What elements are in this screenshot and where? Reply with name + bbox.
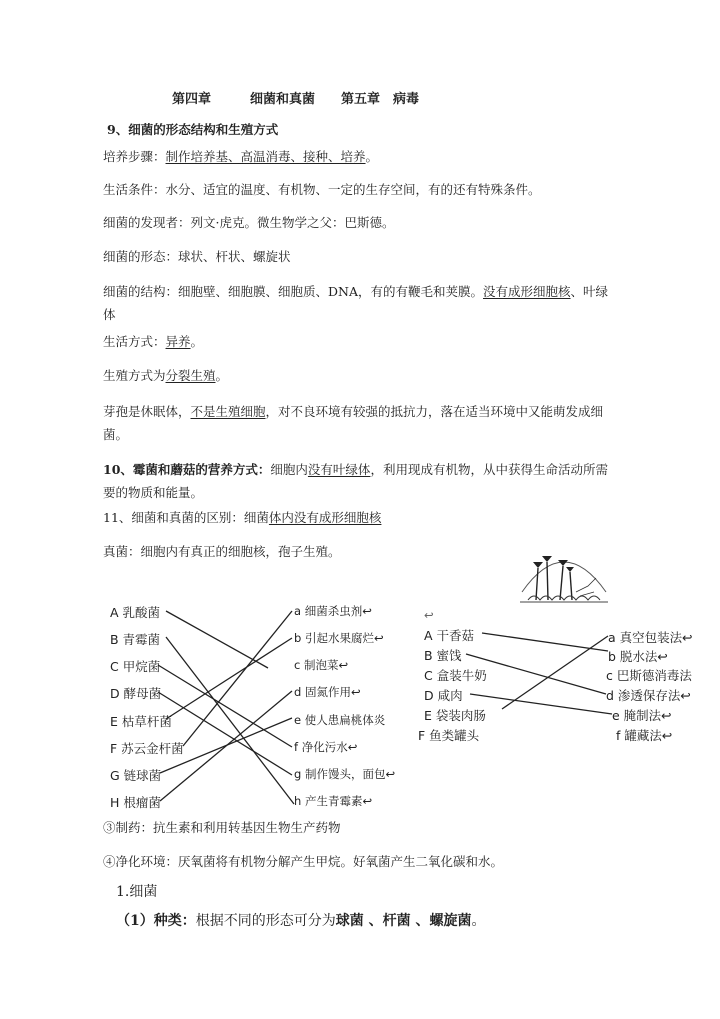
preserve-item-e: e 腌制法↩	[612, 708, 672, 723]
section-10-line2: 要的物质和能量。	[103, 485, 204, 500]
section-11-text: 11、细菌和真菌的区别：细菌	[103, 510, 269, 525]
section-10-heading: 10、霉菌和蘑菇的营养方式：	[103, 462, 271, 477]
spore-line2: 菌。	[103, 427, 129, 442]
culture-steps-value: 制作培养基、高温消毒、接种、培养	[165, 149, 366, 164]
match-line-E-a	[502, 636, 608, 709]
bacteria-item-b: B 青霉菌	[110, 632, 161, 647]
bacteria-shapes-line: 细菌的形态：球状、杆状、螺旋状	[103, 249, 291, 264]
pharma-line: ③制药：抗生素和利用转基因生物生产药物	[103, 820, 341, 835]
kinds-label: （1）种类：	[116, 913, 196, 929]
fungi-line: 真菌：细胞内有真正的细胞核，孢子生殖。	[103, 544, 341, 559]
bacteria-kinds-line	[116, 911, 486, 931]
match-line-C-f	[158, 665, 292, 747]
kind-1: 球菌	[335, 913, 364, 929]
kind-sep-1: 、	[363, 913, 383, 929]
bacteria-item-e: E 枯草杆菌	[110, 714, 172, 729]
bacteria-item-a: A 乳酸菌	[110, 605, 161, 620]
preserve-item-a: a 真空包装法↩	[608, 630, 693, 645]
discoverer-line: 细菌的发现者：列文·虎克。微生物学之父：巴斯德。	[103, 215, 395, 230]
use-item-h: h 产生青霉素↩	[294, 794, 373, 808]
culture-steps-label: 培养步骤：	[103, 149, 166, 164]
structure-tail: 、叶绿	[570, 284, 609, 299]
bacteria-item-f: F 苏云金杆菌	[110, 741, 184, 756]
page-title: 第四章 细菌和真菌 第五章 病毒	[172, 92, 420, 107]
match-line-B-h	[166, 637, 294, 804]
preserve-item-f: f 罐藏法↩	[616, 728, 673, 743]
kind-sep-2: 、	[410, 913, 430, 929]
use-item-b: b 引起水果腐烂↩	[294, 631, 384, 645]
bacteria-item-c: C 甲烷菌	[110, 659, 161, 674]
culture-steps-end: 。	[365, 149, 379, 164]
structure-underlined: 没有成形细胞核	[483, 284, 571, 299]
kinds-end: 。	[471, 913, 486, 929]
kinds-text: 根据不同的形态可分为	[195, 913, 336, 929]
food-item-d: D 咸肉	[424, 688, 463, 703]
section-10-tail: ，利用现成有机物，从中获得生命活动所需	[370, 462, 608, 477]
bacteria-item-d: D 酵母菌	[110, 686, 162, 701]
use-item-f: f 净化污水↩	[294, 740, 358, 754]
use-item-e: e 使人患扁桃体炎	[294, 713, 386, 727]
food-item-e: E 袋装肉肠	[424, 708, 486, 723]
food-item-a: A 干香菇	[424, 628, 475, 643]
spore-text: 芽孢是休眠体，	[103, 404, 191, 419]
bacteria-item-h: H 根瘤菌	[110, 795, 161, 810]
food-item-c: C 盒装牛奶	[424, 668, 487, 683]
section-9-heading: 9、细菌的形态结构和生殖方式	[107, 122, 279, 137]
section-10-text: 细胞内	[270, 462, 308, 477]
match-line-F-a	[183, 611, 292, 746]
food-item-f: F 鱼类罐头	[418, 728, 480, 743]
lifestyle-value: 异养	[165, 334, 191, 349]
use-item-c: c 制泡菜↩	[294, 658, 349, 672]
preserve-item-c: c 巴斯德消毒法	[606, 668, 692, 683]
reproduction-value: 分裂生殖	[165, 368, 216, 383]
reproduction-end: 。	[215, 368, 229, 383]
kind-3: 螺旋菌	[429, 913, 472, 929]
preserve-item-d: d 渗透保存法↩	[606, 688, 691, 703]
use-item-a: a 细菌杀虫剂↩	[294, 604, 372, 618]
bacteria-item-g: G 链球菌	[110, 768, 162, 783]
food-item-b: B 蜜饯	[424, 648, 462, 663]
reproduction-label: 生殖方式为	[103, 368, 166, 383]
section-11-underlined: 体内没有成形细胞核	[268, 510, 382, 525]
preserve-item-b: b 脱水法↩	[608, 649, 668, 664]
spore-underlined: 不是生殖细胞	[190, 404, 266, 419]
section-10-underlined: 没有叶绿体	[307, 462, 371, 477]
kind-2: 杆菌	[382, 913, 411, 929]
return-marker: ↩	[424, 608, 434, 622]
match-line-D-e	[470, 694, 612, 714]
use-item-g: g 制作馒头，面包↩	[294, 767, 396, 781]
clean-env-line: ④净化环境：厌氧菌将有机物分解产生甲烷。好氧菌产生二氧化碳和水。	[103, 854, 504, 869]
lifestyle-label: 生活方式：	[103, 334, 166, 349]
match-line-B-d	[466, 654, 606, 694]
living-conditions-line: 生活条件：水分、适宜的温度、有机物、一定的生存空间，有的还有特殊条件。	[103, 182, 541, 197]
bacteria-structure-line2: 体	[103, 307, 116, 322]
bacteria-heading: 1.细菌	[116, 884, 158, 900]
spore-tail: ，对不良环境有较强的抵抗力，落在适当环境中又能萌发成细	[265, 404, 604, 419]
use-item-d: d 固氮作用↩	[294, 685, 361, 699]
match-line-D-g	[158, 692, 292, 775]
structure-text: 细菌的结构：细胞壁、细胞膜、细胞质、DNA，有的有鞭毛和荚膜。	[103, 284, 483, 299]
lifestyle-end: 。	[190, 334, 204, 349]
